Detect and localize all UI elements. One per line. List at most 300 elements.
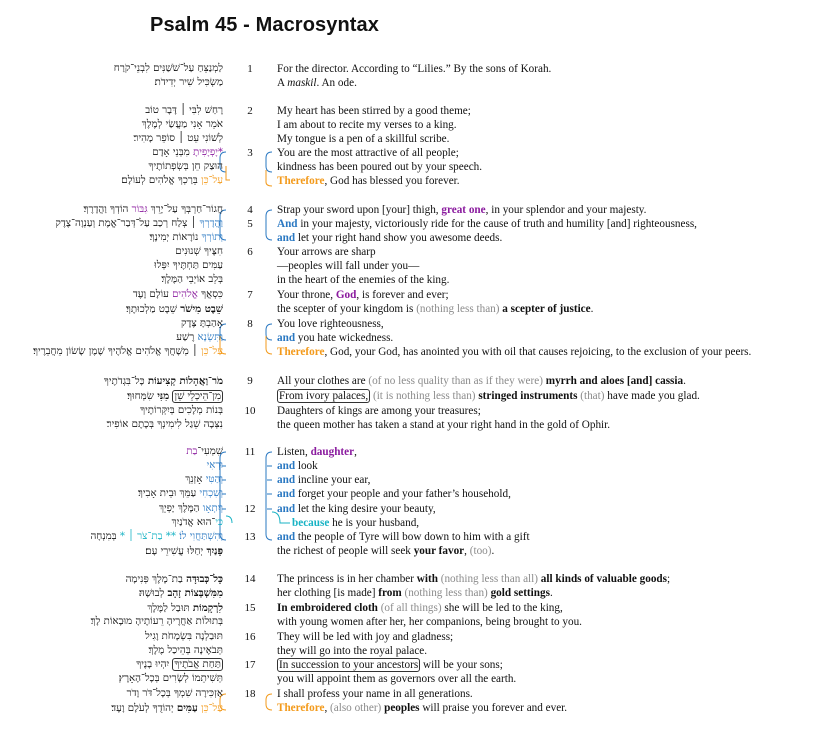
english-segment: . [590, 303, 594, 315]
english-segment: A [277, 77, 288, 89]
verse-line [0, 217, 825, 231]
english-translation [277, 217, 697, 231]
english-segment: From ivory palaces, [279, 390, 369, 402]
english-segment: , God has blessed you forever. [324, 175, 460, 187]
hebrew-segment: בֵּרַכְךָ אֱלֹהִים לְעוֹלָם׃ [121, 175, 201, 186]
hebrew-segment: כָּל־כְּבוּדָּה [186, 573, 223, 585]
hebrew-text [155, 76, 223, 90]
english-segment: , [464, 545, 470, 557]
english-segment: you hate wickedness. [295, 332, 394, 344]
english-translation [277, 487, 511, 501]
english-segment: God [335, 289, 357, 301]
verse-line [0, 516, 825, 530]
english-translation [277, 586, 553, 600]
english-segment: , in your splendor and your majesty. [485, 204, 647, 216]
english-segment: For the director. According to “Lilies.” By the sons of Korah. [277, 63, 552, 75]
hebrew-segment: אַזְכִּירָה שִׁמְךָ בְּכָל־דֹּר וָדֹר [126, 688, 223, 699]
english-translation [277, 630, 453, 644]
english-translation [277, 203, 646, 217]
hebrew-segment: בְּמִנְחָה [90, 531, 120, 542]
hebrew-segment: ** בַת־צֹר ׀ * [119, 531, 176, 542]
hebrew-text [133, 288, 223, 302]
english-translation [277, 231, 502, 245]
hebrew-text [126, 572, 223, 587]
verse-line [0, 288, 825, 302]
verse-line [0, 502, 825, 516]
english-segment: your favor [413, 545, 465, 557]
verse-number: 9 [247, 375, 253, 387]
hebrew-text [111, 701, 223, 716]
verse-number: 10 [244, 405, 256, 417]
english-segment: stringed instruments [478, 390, 578, 402]
hebrew-segment: עַל־כֵּן [200, 703, 223, 714]
hebrew-segment: מִן־הֵיכְלֵי שֵׁן [174, 391, 221, 402]
english-segment: from [378, 587, 402, 599]
verse-line [0, 231, 825, 245]
verse-line [0, 389, 825, 403]
verse-number: 1 [247, 63, 253, 75]
english-segment: have made you glad. [604, 390, 700, 402]
hebrew-segment: וְיִתְאָו [202, 503, 223, 514]
hebrew-segment: שִׁמְעִי־ [197, 446, 223, 457]
english-segment: (nothing less than) [416, 303, 500, 315]
hebrew-segment: תּוּבַלְנָה בִּשְׂמָחֹת וָגִיל [145, 631, 223, 642]
english-translation [277, 404, 481, 418]
hebrew-segment: הוֹדְךָ וַהֲדָרֶךָ׃ [83, 204, 132, 215]
english-segment: because [292, 517, 330, 529]
verse-line [0, 302, 825, 316]
hebrew-segment: לְבוּשָׁהּ׃ [138, 588, 168, 599]
verse-number: 18 [244, 688, 256, 700]
verse-number: 11 [244, 446, 256, 458]
english-segment: (of no less quality than as if they were) [368, 375, 543, 387]
verse-line [0, 530, 825, 544]
verse-line [0, 572, 825, 586]
verse-line [0, 687, 825, 701]
english-translation [277, 345, 751, 359]
english-segment: . [549, 587, 553, 599]
english-segment: My tongue is a pen of a skillful scribe. [277, 133, 450, 145]
hebrew-segment: הוּצַק חֵן בְּשְׂפְתוֹתֶיךָ [148, 161, 223, 172]
hebrew-text [150, 231, 223, 245]
english-segment: Your arrows are sharp [277, 246, 376, 258]
english-segment: let the king desire your beauty, [295, 503, 436, 515]
hebrew-segment: תַּחַת אֲבֹתֶיךָ [174, 659, 221, 670]
english-segment: In embroidered cloth [277, 602, 378, 614]
verse-line [0, 104, 825, 118]
english-translation [277, 701, 567, 715]
verse-number: 16 [244, 631, 256, 643]
verse-line [0, 544, 825, 558]
hebrew-segment: בְּתוּלוֹת אַחֲרֶיהָ רֵעוֹתֶיהָ מוּבָאוֹת לָךְ׃ [90, 616, 223, 627]
hebrew-text [207, 459, 223, 473]
hebrew-segment: אֱלֹהִים [172, 289, 198, 300]
hebrew-segment: מַשְׂכִּיל שִׁיר יְדִידֹת׃ [154, 77, 223, 88]
english-translation [277, 288, 449, 302]
english-segment: you will appoint them as governors over all the earth. [277, 673, 517, 685]
english-translation [277, 687, 473, 701]
verse-line [0, 331, 825, 345]
english-translation [277, 459, 318, 473]
hebrew-segment: כָּל־בִּגְדֹתֶיךָ [103, 376, 148, 387]
english-segment: her clothing [is made] [277, 587, 379, 599]
hebrew-segment: וְהַטִּי [205, 474, 223, 485]
hebrew-segment: שֵׁבֶט מִישֹׁר [180, 303, 223, 315]
hebrew-text [176, 331, 223, 345]
english-segment: I am about to recite my verses to a king. [277, 119, 457, 131]
english-segment: You love righteousness, [277, 318, 384, 330]
hebrew-segment: ׀ מְשָׁחֲךָ אֱלֹהִים אֱלֹהֶיךָ שֶׁמֶן שָׂשׂוֹן מֵחֲבֵרֶיךָ׃ [32, 346, 201, 357]
hebrew-segment: לַמְנַצֵּחַ עַל־שֹׁשַׁנִּים לִבְנֵי־קֹרַח [113, 63, 223, 74]
hebrew-segment: שֵׁבֶט מַלְכוּתֶךָ׃ [125, 304, 181, 315]
hebrew-segment: יִהְיוּ בָנֶיךָ [136, 659, 173, 670]
hebrew-text [127, 389, 223, 404]
english-segment: and [277, 503, 296, 515]
english-translation [277, 672, 516, 686]
hebrew-segment: עוֹלָם וָעֶד [132, 289, 173, 300]
hebrew-segment: וְהִשְׁתַּחֲוִי לוֹ׃ [179, 531, 223, 542]
english-segment: , [324, 702, 331, 714]
english-segment: and [277, 488, 296, 500]
english-segment: All your clothes are [277, 375, 369, 387]
english-segment: , God, your God, has anointed you with oil that causes rejoicing, to the exclusion of your peers. [324, 346, 752, 358]
verse-number: 12 [244, 503, 256, 515]
english-segment: My heart has been stirred by a good theme; [277, 105, 471, 117]
hebrew-text [140, 404, 223, 418]
hebrew-segment: יְהוֹדֻךָ לְעֹלָם וָעֶד׃ [111, 703, 177, 714]
english-segment: . [491, 545, 495, 557]
hebrew-segment: ־הוּא אֲדֹנַיִךְ [171, 517, 216, 528]
english-segment: and [277, 460, 296, 472]
hebrew-segment: חִצֶּיךָ שְׁנוּנִים [175, 246, 223, 257]
hebrew-text [147, 601, 223, 616]
english-segment: the richest of people will seek [277, 545, 414, 557]
verse-line [0, 672, 825, 686]
hebrew-text [148, 644, 223, 658]
hebrew-segment: תְּשִׁיתֵמוֹ לְשָׂרִים בְּכָל־הָאָרֶץ׃ [118, 673, 223, 684]
english-translation [277, 445, 357, 459]
hebrew-segment: יְחַלּוּ עֲשִׁירֵי עָם׃ [145, 546, 207, 557]
english-translation [277, 302, 593, 316]
english-segment: will be your sons; [420, 659, 503, 671]
english-segment: They will be led with joy and gladness; [277, 631, 454, 643]
hebrew-segment: שִׂמְּחוּךָ׃ [127, 391, 158, 402]
english-segment: You are the most attractive of all people; [277, 147, 459, 159]
verse-line [0, 160, 825, 174]
verse-line [0, 174, 825, 188]
hebrew-segment: עַמִּים תַּחְתֶּיךָ יִפְּלוּ [154, 260, 223, 271]
hebrew-segment: *יָפְיָפִיתָ [193, 147, 223, 158]
hebrew-text [172, 516, 223, 530]
hebrew-segment: מִמִּשְׁבְּצוֹת זָהָב [167, 587, 223, 599]
hebrew-text [83, 203, 223, 217]
hebrew-text [91, 615, 223, 629]
hebrew-text [145, 544, 223, 559]
english-segment: . [683, 375, 686, 387]
english-segment: I shall profess your name in all generations. [277, 688, 473, 700]
english-translation [277, 418, 610, 432]
english-segment: —peoples will fall under you— [277, 260, 420, 272]
english-segment: forget your people and your father’s household, [295, 488, 511, 500]
english-segment: . An ode. [316, 77, 357, 89]
hebrew-text [121, 174, 223, 188]
english-segment: (also other) [330, 702, 382, 714]
hebrew-segment: מִנִּי [157, 390, 170, 402]
english-translation [277, 273, 449, 287]
hebrew-text [104, 374, 223, 389]
english-translation [277, 132, 449, 146]
verse-line [0, 601, 825, 615]
verse-line [0, 118, 825, 132]
hebrew-text [127, 687, 223, 701]
hebrew-text [134, 132, 224, 146]
verse-line [0, 586, 825, 600]
english-translation [292, 516, 419, 530]
verse-line [0, 445, 825, 459]
hebrew-segment: מִבְּנֵי אָדָם [152, 147, 193, 158]
english-segment: , [354, 446, 357, 458]
hebrew-segment: תּוּבַל לַמֶּלֶךְ [147, 603, 193, 614]
hebrew-segment: אָהַבְתָּ צֶּדֶק [180, 318, 223, 329]
verse-number: 8 [247, 318, 253, 330]
verse-number: 17 [244, 659, 256, 671]
hebrew-text [107, 418, 223, 432]
verse-number: 14 [244, 573, 256, 585]
hebrew-text [142, 118, 223, 132]
english-translation [277, 118, 457, 132]
verse-number: 6 [247, 246, 253, 258]
english-translation [277, 374, 686, 388]
verse-line [0, 76, 825, 90]
english-segment: (that) [580, 390, 605, 402]
english-segment: with young women after her, her companions, being brought to you. [277, 616, 582, 628]
hebrew-segment: עַמֵּךְ וּבֵית אָבִיךְ׃ [137, 488, 200, 499]
hebrew-segment: רֶשַׁע [176, 332, 198, 343]
hebrew-segment: פָּנַיִךְ [206, 545, 223, 557]
english-segment: ; [667, 573, 671, 585]
hebrew-text [145, 104, 223, 118]
english-segment: Strap your sword upon [your] thigh, [277, 204, 442, 216]
english-segment: look [295, 460, 318, 472]
hebrew-text [139, 586, 223, 601]
english-segment: In succession to your ancestors [279, 659, 419, 671]
hebrew-segment: כִּסְאֲךָ [197, 289, 223, 300]
english-segment: great one [441, 204, 486, 216]
hebrew-text [136, 658, 223, 672]
english-segment: Therefore [277, 346, 325, 358]
english-translation [277, 473, 370, 487]
verse-line [0, 615, 825, 629]
english-translation [277, 146, 459, 160]
hebrew-segment: כִּי [215, 517, 223, 528]
hebrew-segment: וְשִׁכְחִי [199, 488, 223, 499]
english-segment: with [416, 573, 438, 585]
verse-line [0, 345, 825, 359]
english-segment: and [277, 531, 296, 543]
english-segment: (of all things) [380, 602, 442, 614]
hebrew-segment: וּרְאִי [206, 460, 223, 471]
hebrew-text [90, 530, 223, 544]
english-segment: and [277, 474, 296, 486]
english-segment: Your throne, [277, 289, 336, 301]
hebrew-text [154, 259, 223, 273]
hebrew-segment: עַל־כֵּן [200, 346, 223, 357]
english-segment: and [277, 332, 296, 344]
verse-line [0, 404, 825, 418]
hebrew-text [33, 345, 223, 359]
verse-line [0, 459, 825, 473]
verse-number: 4 [247, 204, 253, 216]
english-translation [277, 615, 582, 629]
verse-line [0, 487, 825, 501]
hebrew-segment: בְּלֵב אוֹיְבֵי הַמֶּלֶךְ׃ [161, 274, 223, 285]
english-segment: they will go into the royal palace. [277, 645, 428, 657]
english-segment: (it is nothing less than) [372, 390, 476, 402]
english-translation [277, 601, 563, 615]
verse-line [0, 630, 825, 644]
hebrew-segment: מֹר־וַאֲהָלוֹת קְצִיעוֹת [147, 375, 223, 387]
verse-number: 3 [247, 147, 253, 159]
hebrew-segment: בַת [186, 446, 198, 457]
english-segment: , is forever and ever; [356, 289, 449, 301]
hebrew-text [159, 502, 223, 516]
english-segment: maskil [287, 77, 317, 89]
english-segment: Daughters of kings are among your treasures; [277, 405, 481, 417]
hebrew-text [152, 146, 223, 160]
hebrew-segment: וְתוֹרְךָ [201, 232, 223, 243]
hebrew-segment: עַמִּים [176, 702, 198, 714]
english-segment: in the heart of the enemies of the king. [277, 274, 450, 286]
verse-line [0, 701, 825, 715]
english-translation [277, 259, 419, 273]
english-translation [277, 389, 700, 403]
english-segment: And [277, 218, 298, 230]
english-translation [277, 544, 494, 558]
hebrew-text [186, 445, 223, 459]
verse-line [0, 644, 825, 658]
english-segment: he is your husband, [329, 517, 420, 529]
verse-line [0, 62, 825, 76]
english-translation [277, 174, 460, 188]
verse-line [0, 317, 825, 331]
hebrew-text [175, 245, 223, 259]
hebrew-text [119, 672, 223, 686]
english-translation [277, 658, 503, 672]
english-translation [277, 160, 482, 174]
english-segment: will praise you forever and ever. [419, 702, 568, 714]
english-segment: all kinds of valuable goods [540, 573, 668, 585]
verse-line [0, 658, 825, 672]
english-translation [277, 76, 357, 90]
hebrew-text [145, 630, 223, 644]
english-translation [277, 104, 471, 118]
hebrew-segment: לִרְקָמוֹת [192, 602, 223, 614]
english-segment: daughter [310, 446, 355, 458]
verse-number: 15 [244, 602, 256, 614]
verse-line [0, 245, 825, 259]
verse-line [0, 473, 825, 487]
hebrew-text [148, 160, 223, 174]
english-segment: let your right hand show you awesome deeds. [295, 232, 503, 244]
english-segment: (nothing less than) [404, 587, 488, 599]
hebrew-segment: הַמֶּלֶךְ יָפְיֵךְ [158, 503, 203, 514]
hebrew-segment: חֲגוֹר־חַרְבְּךָ עַל־יָרֵךְ [147, 204, 223, 215]
english-segment: The princess is in her chamber [277, 573, 417, 585]
hebrew-text [185, 473, 223, 487]
hebrew-segment: נִצְּבָה שֵׁגַל לִימִינְךָ בְּכֶתֶם אוֹפִיר׃ [106, 419, 223, 430]
hebrew-text [138, 487, 223, 501]
english-segment: peoples [384, 702, 420, 714]
english-translation [277, 502, 436, 516]
verse-number: 13 [244, 531, 256, 543]
english-segment: incline your ear, [295, 474, 371, 486]
english-segment: kindness has been poured out by your speech. [277, 161, 483, 173]
hebrew-text [55, 217, 223, 231]
hebrew-segment: נוֹרָאוֹת יְמִינֶךָ׃ [149, 232, 202, 243]
verse-number: 2 [247, 105, 253, 117]
hebrew-text [126, 302, 223, 317]
english-translation [277, 530, 530, 544]
english-translation [277, 644, 427, 658]
english-translation [277, 62, 551, 76]
english-translation [277, 317, 384, 331]
verse-line [0, 146, 825, 160]
verse-line [0, 273, 825, 287]
hebrew-segment: וַהֲדָרְךָ [199, 218, 223, 229]
verse-line [0, 374, 825, 388]
english-segment: the scepter of your kingdom is [277, 303, 417, 315]
hebrew-segment: לְשׁוֹנִי עֵט ׀ סוֹפֵר מָהִיר׃ [133, 133, 223, 144]
english-segment: myrrh and aloes [and] cassia [545, 375, 684, 387]
page-title: Psalm 45 - Macrosyntax [150, 14, 379, 36]
hebrew-segment: תְּבֹאֶינָה בְּהֵיכַל מֶלֶךְ׃ [148, 645, 223, 656]
verse-line [0, 259, 825, 273]
verse-number: 7 [247, 289, 253, 301]
hebrew-segment: ׀ צְלַח רְכַב עַל־דְּבַר־אֱמֶת וְעַנְוָה־צֶדֶק [55, 218, 200, 229]
english-segment: (nothing less than all) [440, 573, 538, 585]
hebrew-text [114, 62, 223, 76]
english-segment: she will be led to the king, [441, 602, 563, 614]
hebrew-segment: עַל־כֵּן [200, 175, 223, 186]
english-segment: gold settings [490, 587, 550, 599]
english-segment: a scepter of justice [502, 303, 591, 315]
english-segment: Therefore [277, 702, 325, 714]
english-segment: Listen, [277, 446, 311, 458]
english-segment: the queen mother has taken a stand at your right hand in the gold of Ophir. [277, 419, 611, 431]
hebrew-text [181, 317, 223, 331]
hebrew-segment: וַתִּשְׂנָא [197, 332, 223, 343]
hebrew-segment: אֹמֵר אָנִי מַעֲשַׂי לְמֶלֶךְ [141, 119, 223, 130]
hebrew-text [161, 273, 223, 287]
hebrew-segment: גִּבּוֹר [131, 204, 148, 215]
english-segment: Therefore [277, 175, 325, 187]
verse-line [0, 203, 825, 217]
hebrew-segment: רָחַשׁ לִבִּי ׀ דָּבָר טוֹב [145, 105, 223, 116]
verse-line [0, 418, 825, 432]
english-segment: the people of Tyre will bow down to him with a gift [295, 531, 530, 543]
english-translation [277, 245, 376, 259]
english-segment: (too) [469, 545, 492, 557]
english-segment: in your majesty, victoriously ride for the cause of truth and humility [and] righteousness, [297, 218, 697, 230]
english-segment: and [277, 232, 296, 244]
verse-number: 5 [247, 218, 253, 230]
english-translation [277, 331, 393, 345]
verse-line [0, 132, 825, 146]
hebrew-segment: בַת־מֶלֶךְ פְּנִימָה [125, 574, 187, 585]
hebrew-segment: בְּנוֹת מְלָכִים בְּיִקְּרוֹתֶיךָ [140, 405, 223, 416]
hebrew-segment: אָזְנֵךְ [185, 474, 206, 485]
english-translation [277, 572, 670, 586]
